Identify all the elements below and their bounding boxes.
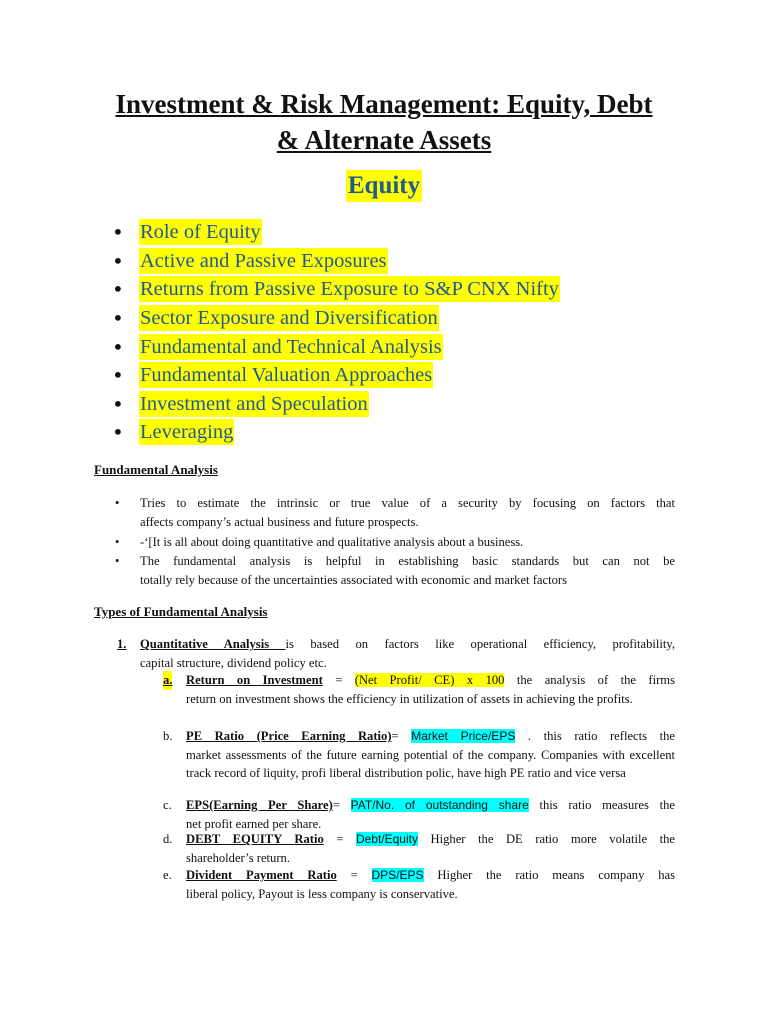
topic-label: Returns from Passive Exposure to S&P CNX Nifty xyxy=(140,278,559,301)
topic-label: Leveraging xyxy=(140,421,234,444)
ratio-label: Return on Investment xyxy=(186,673,323,687)
topic-label: Role of Equity xyxy=(140,221,261,244)
list-number: 1. xyxy=(117,637,127,651)
ratio-formula: Debt/Equity xyxy=(355,832,418,846)
ratio-label: PE Ratio (Price Earning Ratio) xyxy=(186,729,392,743)
ratio-letter: e. xyxy=(163,868,172,882)
ratio-formula: Market Price/EPS xyxy=(411,729,516,743)
ratio-formula: DPS/EPS xyxy=(371,868,424,882)
bullet-icon: • xyxy=(112,306,124,331)
quantitative-label: Quantitative Analysis xyxy=(140,637,286,651)
title-line-2: & Alternate Assets xyxy=(276,125,492,155)
fa-point-line: -‘[It is all about doing quantitative and qualitative analysis about a business. xyxy=(140,535,524,549)
topic-item xyxy=(112,418,560,447)
ratio-letter: b. xyxy=(163,729,173,743)
bullet-icon: • xyxy=(115,496,120,510)
fundamental-analysis-heading: Fundamental Analysis xyxy=(94,462,218,477)
types-heading: Types of Fundamental Analysis xyxy=(94,604,268,619)
ratio-description: liberal policy, Payout is less company is conservative. xyxy=(186,886,458,901)
ratio-formula: (Net Profit/ CE) x 100 xyxy=(354,673,505,687)
ratio-item-dividend: e. Divident Payment Ratio = DPS/EPS Higher the ratio means company has liberal policy, Payout is less company is conservative. xyxy=(163,866,675,903)
ratio-label: Divident Payment Ratio xyxy=(186,868,337,882)
bullet-icon: • xyxy=(112,391,124,416)
topic-label: Fundamental Valuation Approaches xyxy=(140,364,433,387)
fa-point xyxy=(115,533,675,552)
ratio-description: shareholder’s return. xyxy=(186,850,290,865)
ratio-label: EPS(Earning Per Share) xyxy=(186,798,333,812)
equity-heading: Equity xyxy=(346,170,422,202)
ratio-letter: c. xyxy=(163,798,172,812)
bullet-icon: • xyxy=(115,535,120,549)
fa-point-line: The fundamental analysis is helpful in establishing basic standards but can not be xyxy=(140,554,675,568)
quantitative-text-2: capital structure, dividend policy etc. xyxy=(140,655,327,670)
topic-label: Active and Passive Exposures xyxy=(140,249,387,272)
topic-item xyxy=(112,275,560,304)
ratio-description: market assessments of the future earning potential of the company. Companies with excellent track record of liquity, profi liberal distribution polic, have high PE ratio and vice versa xyxy=(186,747,675,781)
bullet-icon: • xyxy=(112,420,124,445)
bullet-icon: • xyxy=(112,363,124,388)
ratio-letter: a. xyxy=(163,671,172,690)
quantitative-text: is based on factors like operational efficiency, profitability, xyxy=(285,637,675,651)
ratio-letter: d. xyxy=(163,832,173,846)
bullet-icon: • xyxy=(112,334,124,359)
bullet-icon: • xyxy=(112,220,124,245)
topic-item xyxy=(112,332,560,361)
bullet-icon: • xyxy=(112,277,124,302)
ratio-item-debt-equity: d. DEBT EQUITY Ratio = Debt/Equity Higher the DE ratio more volatile the shareholder’s return. xyxy=(163,830,675,867)
fa-point-line: Tries to estimate the intrinsic or true value of a security by focusing on factors that xyxy=(140,496,675,510)
ratio-description: return on investment shows the efficiency in utilization of assets in achieving the profits. xyxy=(186,691,633,706)
topic-item xyxy=(112,247,560,276)
fa-point-line: affects company’s actual business and future prospects. xyxy=(140,515,419,529)
ratio-description: net profit earned per share. xyxy=(186,816,322,831)
ratio-item-roi: a. Return on Investment = (Net Profit/ CE) x 100 the analysis of the firms return on investment shows the efficiency in utilization of assets in achieving the profits. xyxy=(163,671,675,708)
topic-item xyxy=(112,218,560,247)
bullet-icon: • xyxy=(112,248,124,273)
topic-label: Fundamental and Technical Analysis xyxy=(140,335,442,358)
ratio-label: DEBT EQUITY Ratio xyxy=(186,832,324,846)
topic-item xyxy=(112,390,560,419)
topic-item xyxy=(112,304,560,333)
topic-label: Sector Exposure and Diversification xyxy=(140,307,438,330)
topic-item xyxy=(112,361,560,390)
ratio-item-eps: c. EPS(Earning Per Share)= PAT/No. of outstanding share this ratio measures the net profit earned per share. xyxy=(163,796,675,833)
ratio-item-pe: b. PE Ratio (Price Earning Ratio)= Market Price/EPS . this ratio reflects the market assessments of the future earning potential of the company. Companies with excellent track record of liquity, profi liberal distribution polic, have high PE ratio and vice versa xyxy=(163,727,675,783)
bullet-icon: • xyxy=(115,554,120,568)
ratio-formula: PAT/No. of outstanding share xyxy=(350,798,529,812)
topic-label: Investment and Speculation xyxy=(140,392,368,415)
quantitative-analysis xyxy=(117,635,675,673)
fa-point-line: totally rely because of the uncertainties associated with economic and market factors xyxy=(140,573,567,587)
fa-point xyxy=(115,552,675,590)
equity-heading-wrap xyxy=(0,170,768,202)
fa-point xyxy=(115,494,675,532)
topic-list xyxy=(112,218,560,447)
page-title xyxy=(40,86,728,158)
title-line-1: Investment & Risk Management: Equity, Debt xyxy=(115,89,653,119)
